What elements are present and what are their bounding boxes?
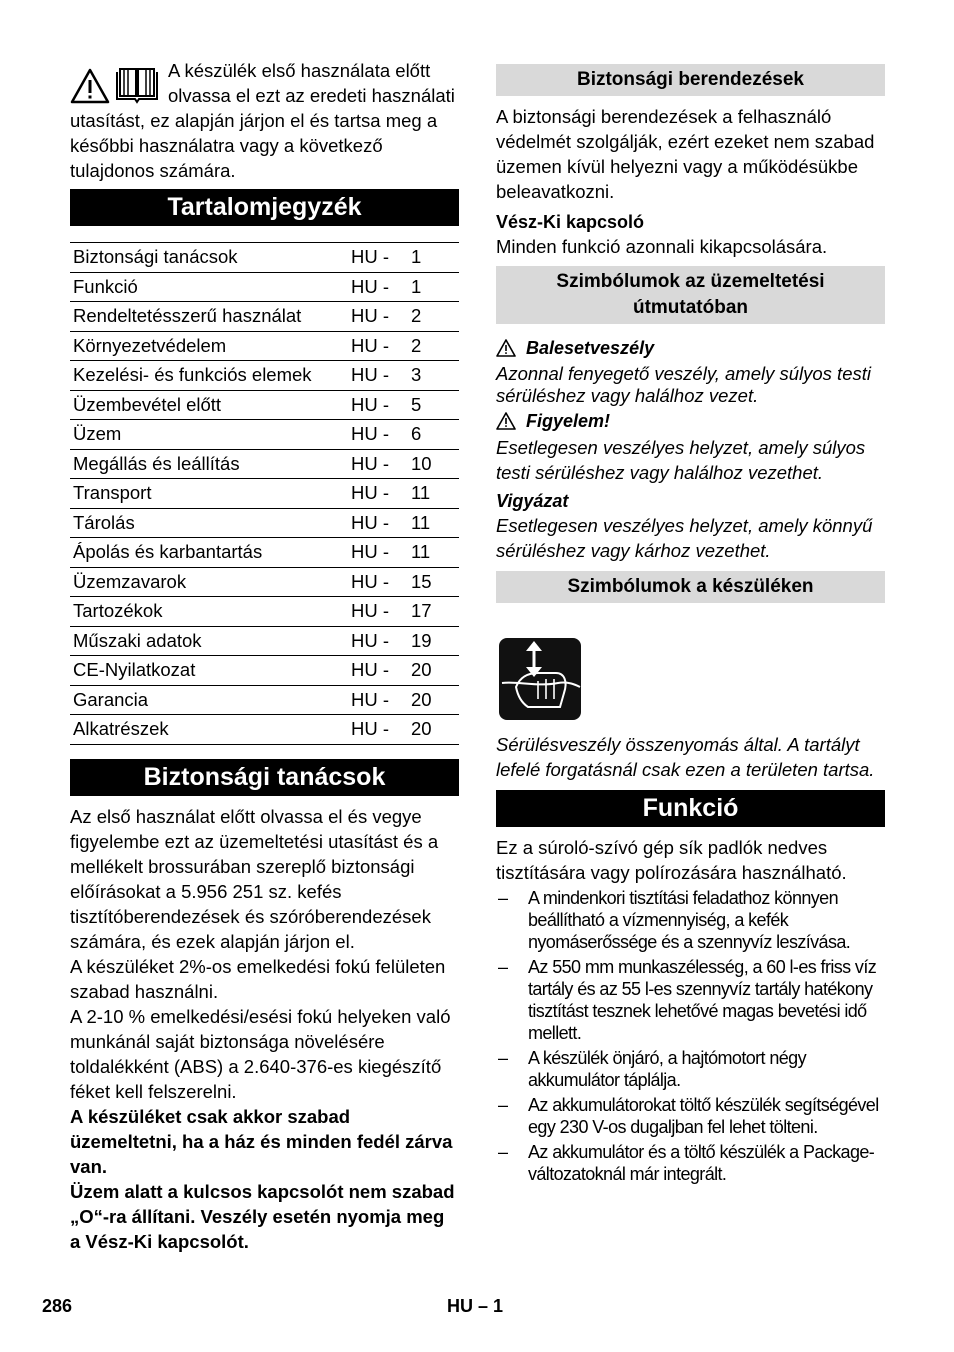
toc-row[interactable]: [70, 302, 459, 332]
page-number: 286: [42, 1296, 73, 1316]
toc-entry-page: 1: [411, 243, 459, 273]
toc-row[interactable]: [70, 361, 459, 391]
warning-triangle-icon: [70, 68, 110, 104]
toc-entry-prefix: HU -: [351, 715, 411, 745]
warning-heading: [496, 409, 885, 433]
toc-row[interactable]: [70, 538, 459, 568]
function-list: [496, 887, 885, 1185]
toc-entry-prefix: HU -: [351, 479, 411, 509]
caution-text: Esetlegesen veszélyes helyzet, amely könnyű sérüléshez vagy kárhoz vezethet.: [496, 515, 873, 561]
danger-text: Azonnal fenyegető veszély, amely súlyos testi sérüléshez vagy halálhoz vezet.: [496, 363, 871, 406]
toc-row[interactable]: [70, 626, 459, 656]
intro-text: A készülék első használata előtt olvassa el ezt az eredeti használati utasítást, ez alapján járjon el és tartsa meg a későbbi használatra vagy a következő tulajdonos számára.: [70, 60, 455, 181]
toc-entry-page: 11: [411, 538, 459, 568]
toc-entry-label: CE-Nyilatkozat: [70, 656, 351, 686]
hand-crush-warning-icon: [498, 637, 582, 721]
toc-entry-prefix: HU -: [351, 685, 411, 715]
toc-table: [70, 242, 459, 745]
toc-entry-prefix: HU -: [351, 508, 411, 538]
left-column: [70, 58, 459, 1254]
toc-row[interactable]: [70, 390, 459, 420]
devices-text: A biztonsági berendezések a felhasználó védelmét szolgálják, ezért ezeket nem szabad üzemen kívül helyezni vagy a működésükbe beleavatkozni.: [496, 106, 875, 202]
toc-row[interactable]: [70, 272, 459, 302]
toc-entry-page: 17: [411, 597, 459, 627]
toc-entry-label: Biztonsági tanácsok: [70, 243, 351, 273]
list-item: – A készülék önjáró, a hajtómotort négy akkumulátor táplálja.: [496, 1047, 885, 1091]
toc-entry-page: 5: [411, 390, 459, 420]
toc-entry-label: Kezelési- és funkciós elemek: [70, 361, 351, 391]
toc-entry-page: 20: [411, 685, 459, 715]
toc-entry-prefix: HU -: [351, 361, 411, 391]
function-intro: Ez a súroló-szívó gép sík padlók nedves tisztítására vagy polírozására használható.: [496, 837, 847, 883]
safety-bold-1: A készüléket csak akkor szabad üzemeltetni, ha a ház és minden fedél zárva van.: [70, 1105, 453, 1177]
toc-entry-prefix: HU -: [351, 626, 411, 656]
toc-entry-page: 20: [411, 715, 459, 745]
safety-paragraph-2: A készüléket 2%-os emelkedési fokú felületen szabad használni.: [70, 955, 446, 1002]
toc-entry-label: Üzemzavarok: [70, 567, 351, 597]
symbols-device-text: Sérülésveszély összenyomás által. A tartályt lefelé forgatásnál csak ezen a területen tartsa.: [496, 734, 875, 780]
toc-title: Tartalomjegyzék: [70, 189, 459, 226]
list-item: – A mindenkori tisztítási feladathoz könnyen beállítható a vízmennyiség, a kefék nyomáserőssége és a szennyvíz leszívása.: [496, 887, 885, 953]
toc-entry-label: Környezetvédelem: [70, 331, 351, 361]
toc-entry-label: Tárolás: [70, 508, 351, 538]
toc-entry-label: Alkatrészek: [70, 715, 351, 745]
safety-bold-2: Üzem alatt a kulcsos kapcsolót nem szabad „O“-ra állítani. Veszély esetén nyomja meg a Vész-Ki kapcsolót.: [70, 1180, 455, 1252]
safety-paragraph-3: A 2-10 % emelkedési/esési fokú helyeken való munkánál saját biztonsága növelésére toldalékként (ABS) a 2.640-376-es kiegészítő féket kell felszerelni.: [70, 1005, 451, 1102]
toc-entry-label: Üzem: [70, 420, 351, 450]
warning-title: Figyelem!: [526, 411, 611, 431]
toc-row[interactable]: [70, 715, 459, 745]
toc-entry-prefix: HU -: [351, 538, 411, 568]
toc-row[interactable]: [70, 656, 459, 686]
toc-entry-prefix: HU -: [351, 302, 411, 332]
right-column: [496, 64, 885, 1188]
toc-entry-page: 19: [411, 626, 459, 656]
warning-triangle-icon: [496, 339, 516, 357]
toc-row[interactable]: [70, 597, 459, 627]
list-item: – Az akkumulátorokat töltő készülék segítségével egy 230 V-os dugaljban fel lehet tölteni.: [496, 1094, 885, 1138]
toc-entry-label: Transport: [70, 479, 351, 509]
intro-icons: [70, 62, 162, 108]
emergency-switch-title: Vész-Ki kapcsoló: [496, 212, 645, 232]
safety-paragraph-1: Az első használat előtt olvassa el és vegye figyelembe ezt az üzemeltetési utasítást és a mellékelt brossurában szereplő biztonsági előírásokat a 5.956 251 sz. kefés tisztítóberendezések és szóróberendezések számára, és ezek alapján járjon el.: [70, 805, 439, 952]
toc-entry-label: Ápolás és karbantartás: [70, 538, 351, 568]
toc-entry-prefix: HU -: [351, 420, 411, 450]
toc-entry-prefix: HU -: [351, 656, 411, 686]
symbols-device-title: Szimbólumok a készüléken: [496, 571, 885, 603]
emergency-switch-text: Minden funkció azonnali kikapcsolására.: [496, 236, 828, 257]
toc-row[interactable]: [70, 685, 459, 715]
list-item: – Az akkumulátor és a töltő készülék a Package-változatoknál már integrált.: [496, 1141, 885, 1185]
caution-title: Vigyázat: [496, 491, 569, 511]
toc-row[interactable]: [70, 420, 459, 450]
toc-entry-page: 20: [411, 656, 459, 686]
warning-triangle-icon: [496, 412, 516, 430]
toc-entry-prefix: HU -: [351, 390, 411, 420]
toc-entry-label: Tartozékok: [70, 597, 351, 627]
toc-entry-prefix: HU -: [351, 272, 411, 302]
function-title: Funkció: [496, 790, 885, 827]
toc-row[interactable]: [70, 331, 459, 361]
toc-entry-prefix: HU -: [351, 597, 411, 627]
toc-row[interactable]: [70, 479, 459, 509]
toc-row[interactable]: [70, 508, 459, 538]
toc-entry-label: Funkció: [70, 272, 351, 302]
safety-title: Biztonsági tanácsok: [70, 759, 459, 796]
toc-entry-page: 6: [411, 420, 459, 450]
toc-row[interactable]: [70, 449, 459, 479]
toc-entry-label: Garancia: [70, 685, 351, 715]
toc-entry-prefix: HU -: [351, 243, 411, 273]
section-label: HU – 1: [447, 1296, 504, 1316]
toc-row[interactable]: [70, 243, 459, 273]
toc-entry-page: 2: [411, 331, 459, 361]
toc-entry-page: 11: [411, 479, 459, 509]
toc-entry-page: 15: [411, 567, 459, 597]
toc-entry-prefix: HU -: [351, 567, 411, 597]
list-item: – Az 550 mm munkaszélesség, a 60 l-es friss víz tartály és az 55 l-es szennyvíz tartály hatékony tisztítást tesznek lehetővé magas bevetési idő mellett.: [496, 956, 885, 1044]
devices-title: Biztonsági berendezések: [496, 64, 885, 96]
toc-entry-label: Megállás és leállítás: [70, 449, 351, 479]
toc-entry-prefix: HU -: [351, 449, 411, 479]
toc-entry-prefix: HU -: [351, 331, 411, 361]
warning-text: Esetlegesen veszélyes helyzet, amely súlyos testi sérüléshez vagy halálhoz vezethet.: [496, 437, 866, 483]
symbols-manual-title: Szimbólumok az üzemeltetési útmutatóban: [496, 266, 885, 324]
toc-entry-label: Rendeltetésszerű használat: [70, 302, 351, 332]
toc-entry-page: 10: [411, 449, 459, 479]
toc-entry-label: Üzembevétel előtt: [70, 390, 351, 420]
danger-heading: [496, 336, 885, 360]
open-book-icon: [114, 66, 160, 104]
toc-entry-page: 2: [411, 302, 459, 332]
toc-entry-page: 11: [411, 508, 459, 538]
toc-entry-page: 3: [411, 361, 459, 391]
intro-block: [70, 58, 459, 183]
toc-entry-label: Műszaki adatok: [70, 626, 351, 656]
danger-title: Balesetveszély: [526, 338, 655, 358]
toc-entry-page: 1: [411, 272, 459, 302]
toc-row[interactable]: [70, 567, 459, 597]
